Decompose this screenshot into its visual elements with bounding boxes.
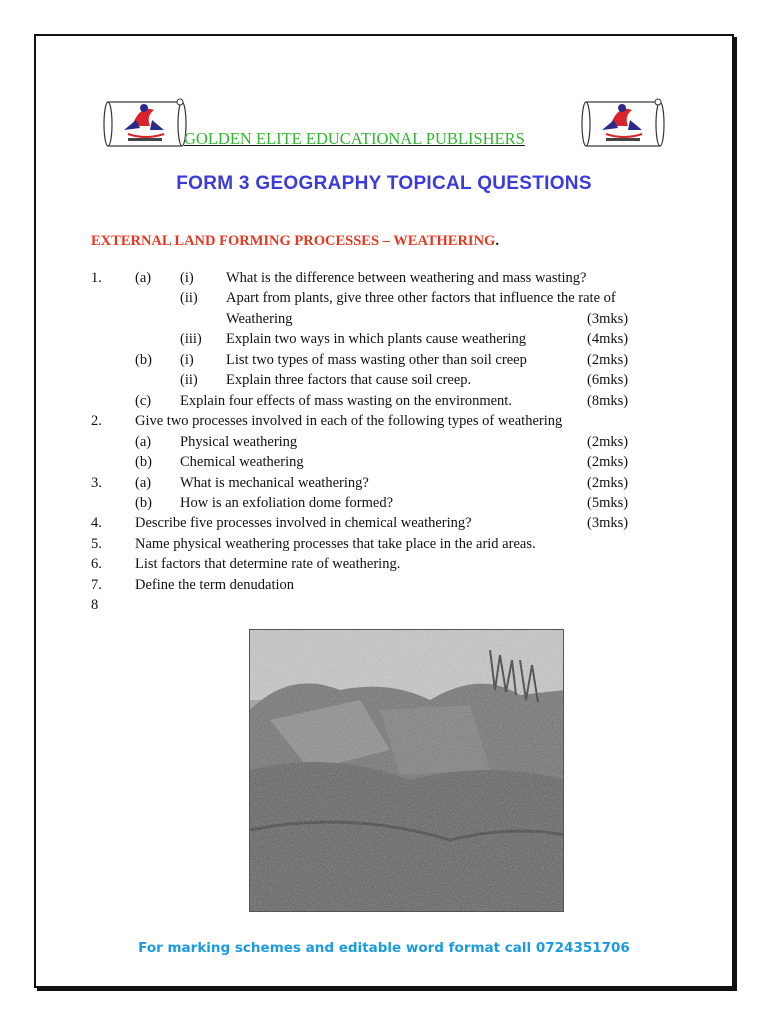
question-text: Explain four effects of mass wasting on the environment. — [180, 393, 512, 409]
question-text: What is mechanical weathering? — [180, 475, 369, 491]
question-subpart: (ii) — [180, 290, 198, 306]
question-part: (b) — [135, 352, 152, 368]
section-heading-text: EXTERNAL LAND FORMING PROCESSES – WEATHERING — [91, 233, 496, 249]
question-marks: (8mks) — [587, 393, 629, 409]
question-number: 6. — [91, 556, 102, 572]
question-subpart: (i) — [180, 270, 194, 286]
question-number: 3. — [91, 475, 102, 491]
question-text: Explain three factors that cause soil creep. — [226, 372, 472, 388]
question-part: (b) — [135, 495, 152, 511]
question-subpart: (iii) — [180, 331, 202, 347]
question-text: How is an exfoliation dome formed? — [180, 495, 394, 511]
question-number: 5. — [91, 536, 102, 552]
question-marks: (2mks) — [587, 475, 629, 491]
question-text: What is the difference between weathering and mass wasting? — [226, 270, 587, 286]
question-subpart: (ii) — [180, 372, 198, 388]
page-title: FORM 3 GEOGRAPHY TOPICAL QUESTIONS — [176, 173, 592, 194]
question-marks: (2mks) — [587, 454, 629, 470]
question-text: Define the term denudation — [135, 577, 295, 593]
rock-outcrop-photo — [249, 629, 564, 912]
question-marks: (2mks) — [587, 434, 629, 450]
question-text: Chemical weathering — [180, 454, 304, 470]
question-part: (a) — [135, 475, 152, 491]
footer-contact: For marking schemes and editable word format call 0724351706 — [138, 940, 630, 956]
question-subpart: (i) — [180, 352, 194, 368]
section-heading-period: . — [495, 233, 499, 249]
question-number: 7. — [91, 577, 102, 593]
publisher-name: GOLDEN ELITE EDUCATIONAL PUBLISHERS — [184, 129, 525, 148]
question-marks: (3mks) — [587, 311, 629, 327]
question-text: List factors that determine rate of weathering. — [135, 556, 401, 572]
question-text: Describe five processes involved in chemical weathering? — [135, 515, 472, 531]
question-text: Name physical weathering processes that take place in the arid areas. — [135, 536, 536, 552]
question-text: Apart from plants, give three other factors that influence the rate of — [226, 290, 616, 306]
question-part: (a) — [135, 270, 152, 286]
question-part: (b) — [135, 454, 152, 470]
question-text: Give two processes involved in each of the following types of weathering — [135, 413, 563, 429]
question-text: Explain two ways in which plants cause weathering — [226, 331, 526, 347]
question-number: 4. — [91, 515, 102, 531]
question-number: 1. — [91, 270, 102, 286]
question-marks: (3mks) — [587, 515, 629, 531]
question-text: Weathering — [226, 311, 293, 327]
question-part: (c) — [135, 393, 152, 409]
question-marks: (5mks) — [587, 495, 629, 511]
question-marks: (6mks) — [587, 372, 629, 388]
question-text: Physical weathering — [180, 434, 298, 450]
question-text: List two types of mass wasting other than soil creep — [226, 352, 527, 368]
question-part: (a) — [135, 434, 152, 450]
question-number: 8 — [91, 597, 99, 613]
question-number: 2. — [91, 413, 102, 429]
question-marks: (2mks) — [587, 352, 629, 368]
question-marks: (4mks) — [587, 331, 629, 347]
